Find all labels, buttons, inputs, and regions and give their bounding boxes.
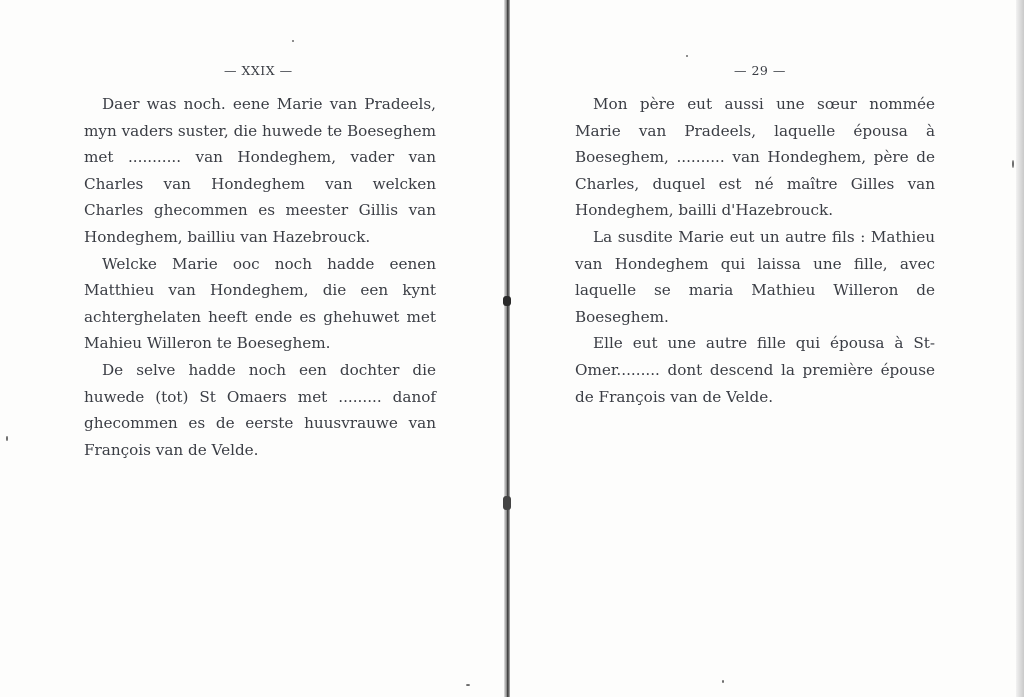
- paragraph: Daer was noch. eene Marie van Pradeels, myn vaders suster, die huwede te Boeseghem met ........... van Hondeghem, vader van Charles van Hondeghem van welcken Charles ghecommen es meester Gillis van Hondeghem, bailliu van Hazebrouck.: [84, 95, 436, 246]
- paragraph: La susdite Marie eut un autre fils : Mathieu van Hondeghem qui laissa une fille, avec laquelle se maria Mathieu Willeron de Boeseghem.: [575, 227, 935, 326]
- right-page: [510, 0, 1024, 697]
- paper-speck: [466, 684, 470, 686]
- paragraph: Elle eut une autre fille qui épousa à St-Omer......... dont descend la première épouse de François van de Velde.: [575, 334, 935, 406]
- paragraph: Mon père eut aussi une sœur nommée Marie van Pradeels, laquelle épousa à Boeseghem, .......... van Hondeghem, père de Charles, duquel est né maître Gilles van Hondeghem, bailli d'Hazebrouck.: [575, 95, 935, 220]
- paper-speck: [6, 436, 8, 441]
- paper-speck: [1012, 160, 1014, 168]
- page-header-left: — XXIX —: [224, 63, 293, 78]
- paper-speck: [686, 55, 688, 57]
- paragraph: De selve hadde noch een dochter die huwede (tot) St Omaers met ......... danof ghecommen es de eerste huusvrauwe van François van de Velde.: [84, 360, 436, 459]
- paper-speck: [292, 40, 294, 42]
- right-page-text: [575, 91, 935, 410]
- page-edge: [1016, 0, 1024, 697]
- left-page: [0, 0, 506, 697]
- paragraph: Welcke Marie ooc noch hadde eenen Matthieu van Hondeghem, die een kynt achterghelaten heeft ende es ghehuwet met Mahieu Willeron te Boeseghem.: [84, 254, 436, 353]
- left-page-text: [84, 91, 436, 463]
- page-header-right: — 29 —: [734, 63, 786, 78]
- paper-speck: [722, 680, 724, 683]
